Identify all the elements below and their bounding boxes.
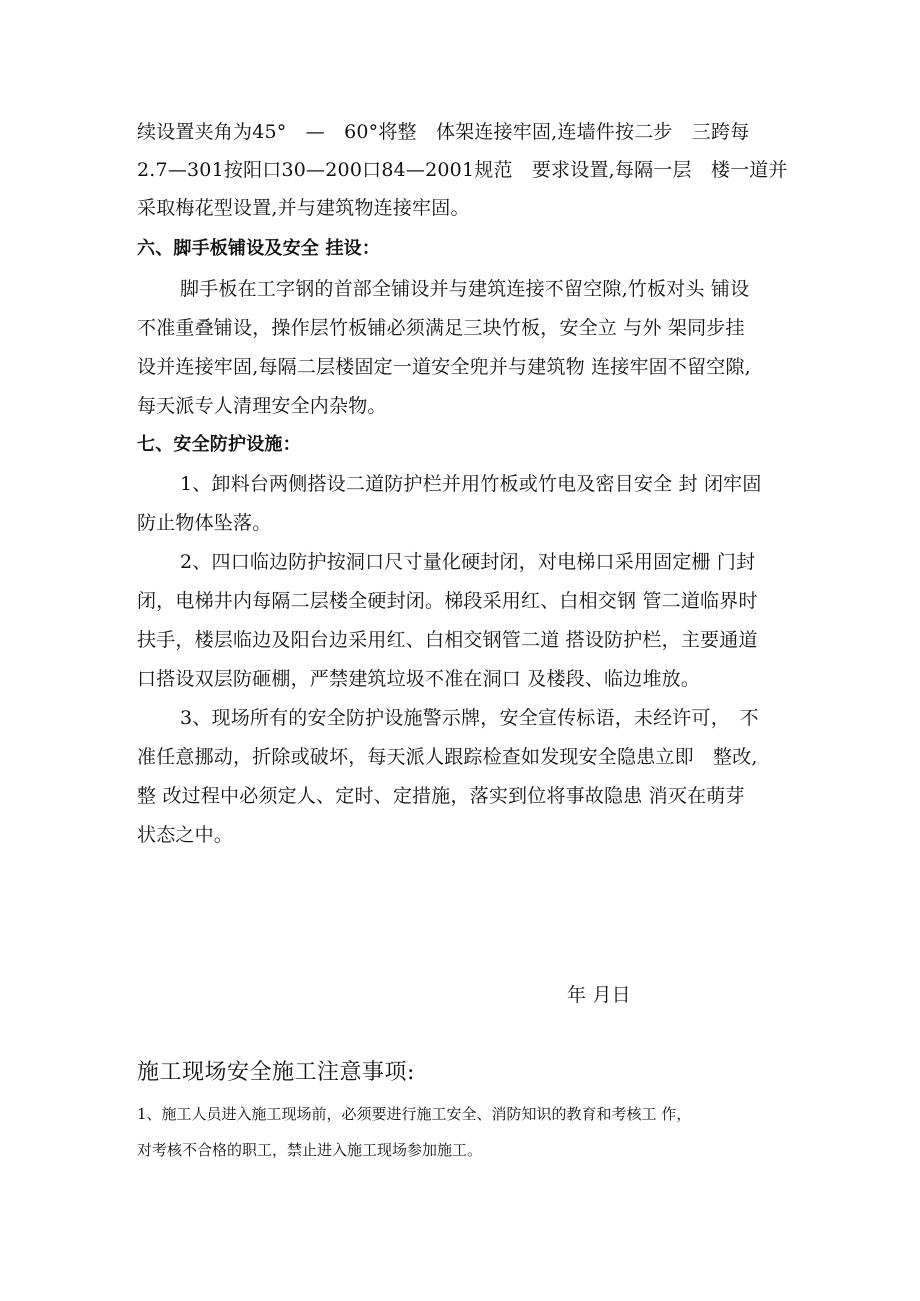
date-line: 年 月日: [567, 984, 631, 1006]
section-seven-heading: 七、安全防护设施：: [137, 434, 301, 455]
notes-line: 对考核不合格的职工，禁止进入施工现场参加施工。: [137, 1141, 483, 1159]
list-item-line: 2、四口临边防护按洞口尺寸量化硬封闭，对电梯口采用固定栅 门封: [180, 551, 756, 573]
list-item-line: 扶手，楼层临边及阳台边采用红、白相交钢管二道 搭设防护栏，主要通道: [137, 629, 758, 651]
list-item-line: 整 改过程中必须定人、定时、定措施，落实到位将事故隐患 消灭在萌芽: [137, 785, 745, 807]
paragraph-line: 每天派专人清理安全内杂物。: [137, 395, 387, 417]
notes-title: 施工现场安全施工注意事项:: [137, 1060, 415, 1085]
section-six-heading: 六、脚手板铺设及安全 挂设：: [137, 238, 381, 259]
paragraph-line: 2.7—301按阳口30—200口84—2001规范 要求设置,每隔一层 楼一道并: [137, 159, 788, 181]
paragraph-line: 续设置夹角为45° — 60°将整 体架连接牢固,连墙件按二步 三跨每: [137, 121, 750, 143]
list-item-line: 闭，电梯井内每隔二层楼全硬封闭。梯段采用红、白相交钢 管二道临界时: [137, 590, 758, 612]
list-item-line: 状态之中。: [137, 824, 234, 846]
list-item-line: 3、现场所有的安全防护设施警示牌，安全宣传标语，未经许可， 不: [180, 707, 759, 729]
notes-line: 1、施工人员进入施工现场前，必须要进行施工安全、消防知识的教育和考核工 作，: [137, 1105, 692, 1123]
list-item-line: 口搭设双层防砸棚，严禁建筑垃圾不准在洞口 及楼段、临边堆放。: [137, 668, 701, 690]
list-item-line: 防止物体坠落。: [137, 512, 272, 534]
paragraph-line: 不准重叠铺设，操作层竹板铺必须满足三块竹板，安全立 与外 架同步挂: [137, 317, 745, 339]
paragraph-line: 采取梅花型设置,并与建筑物连接牢固。: [137, 197, 470, 219]
paragraph-line: 设并连接牢固,每隔二层楼固定一道安全兜并与建筑物 连接牢固不留空隙,: [137, 356, 751, 378]
paragraph-line: 脚手板在工字钢的首部全铺设并与建筑连接不留空隙,竹板对头 铺设: [180, 278, 750, 300]
list-item-line: 1、卸料台两侧搭设二道防护栏并用竹板或竹电及密目安全 封 闭牢固: [180, 473, 762, 495]
list-item-line: 准任意挪动，折除或破坏，每天派人跟踪检查如发现安全隐患立即 整改,: [137, 746, 758, 768]
